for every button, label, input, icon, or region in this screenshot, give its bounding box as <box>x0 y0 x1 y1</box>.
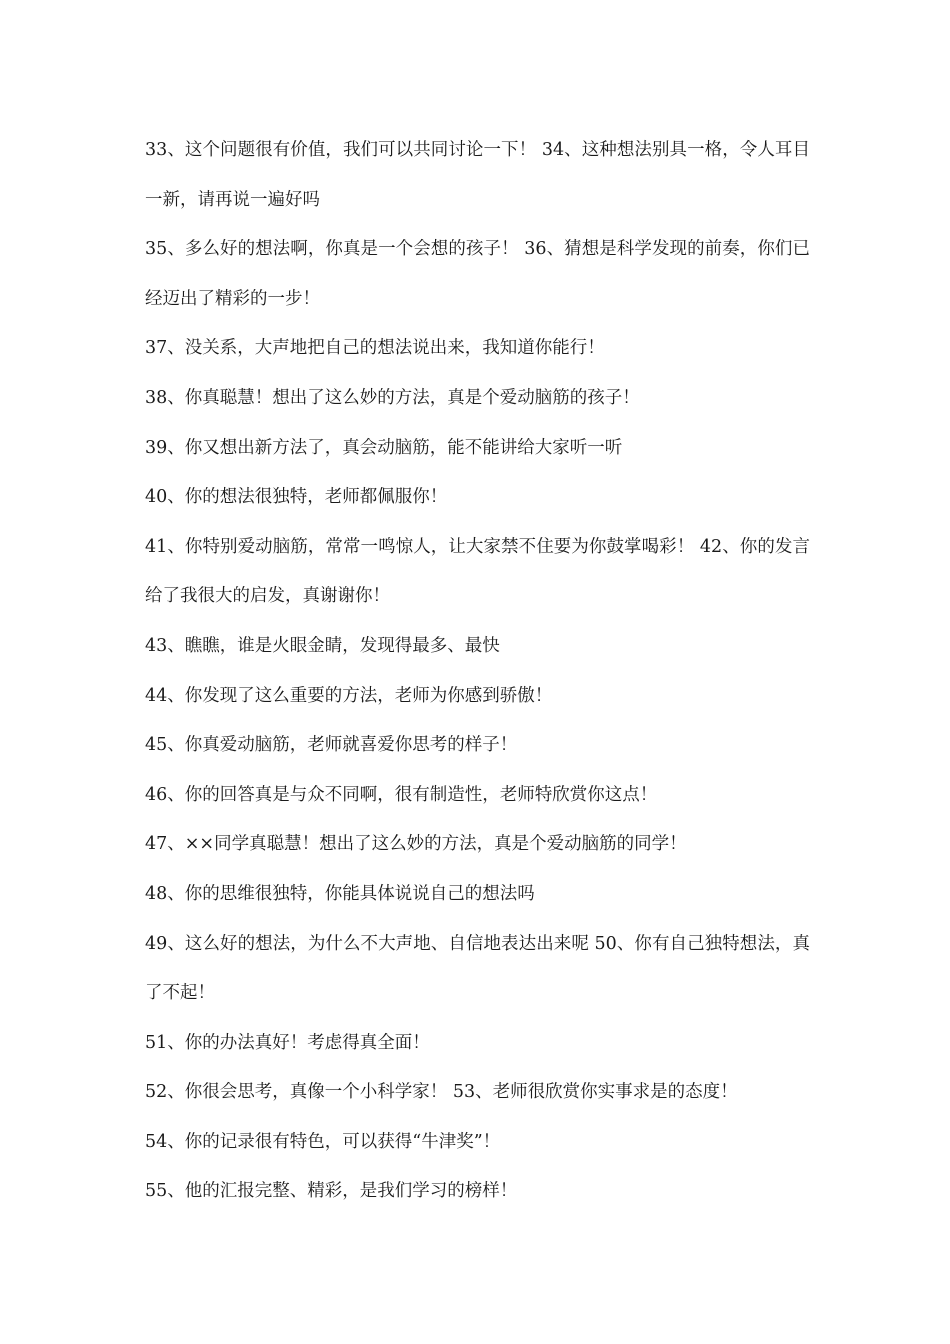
paragraph-44: 44、你发现了这么重要的方法，老师为你感到骄傲！ <box>145 685 553 706</box>
paragraph-55: 55、他的汇报完整、精彩，是我们学习的榜样！ <box>145 1181 518 1202</box>
paragraph-47: 47、××同学真聪慧！想出了这么妙的方法，真是个爱动脑筋的同学！ <box>145 834 687 855</box>
document-body <box>145 126 810 1217</box>
paragraph-46: 46、你的回答真是与众不同啊，很有制造性，老师特欣赏你这点！ <box>145 784 658 805</box>
paragraph-43: 43、瞧瞧，谁是火眼金睛，发现得最多、最快 <box>145 635 500 656</box>
paragraph-40: 40、你的想法很独特，老师都佩服你！ <box>145 487 448 508</box>
paragraph-33-34: 33、这个问题很有价值，我们可以共同讨论一下！ 34、这种想法别具一格，令人耳目一新，请再说一遍好吗 <box>145 140 810 210</box>
paragraph-48: 48、你的思维很独特，你能具体说说自己的想法吗 <box>145 883 535 904</box>
paragraph-35-36: 35、多么好的想法啊，你真是一个会想的孩子！ 36、猜想是科学发现的前奏，你们已经迈出了精彩的一步！ <box>145 239 810 309</box>
paragraph-41-42: 41、你特别爱动脑筋，常常一鸣惊人，让大家禁不住要为你鼓掌喝彩！ 42、你的发言给了我很大的启发，真谢谢你！ <box>145 536 810 607</box>
paragraph-39: 39、你又想出新方法了，真会动脑筋，能不能讲给大家听一听 <box>145 437 623 458</box>
paragraph-38: 38、你真聪慧！想出了这么妙的方法，真是个爱动脑筋的孩子！ <box>145 387 640 408</box>
paragraph-54: 54、你的记录很有特色，可以获得“牛津奖”！ <box>145 1131 501 1152</box>
paragraph-51: 51、你的办法真好！考虑得真全面！ <box>145 1032 430 1053</box>
paragraph-37: 37、没关系，大声地把自己的想法说出来，我知道你能行！ <box>145 338 605 359</box>
paragraph-45: 45、你真爱动脑筋，老师就喜爱你思考的样子！ <box>145 735 518 756</box>
paragraph-49-50: 49、这么好的想法，为什么不大声地、自信地表达出来呢 50、你有自己独特想法，真了不起！ <box>145 933 810 1004</box>
paragraph-52-53: 52、你很会思考，真像一个小科学家！ 53、老师很欣赏你实事求是的态度！ <box>145 1082 738 1103</box>
